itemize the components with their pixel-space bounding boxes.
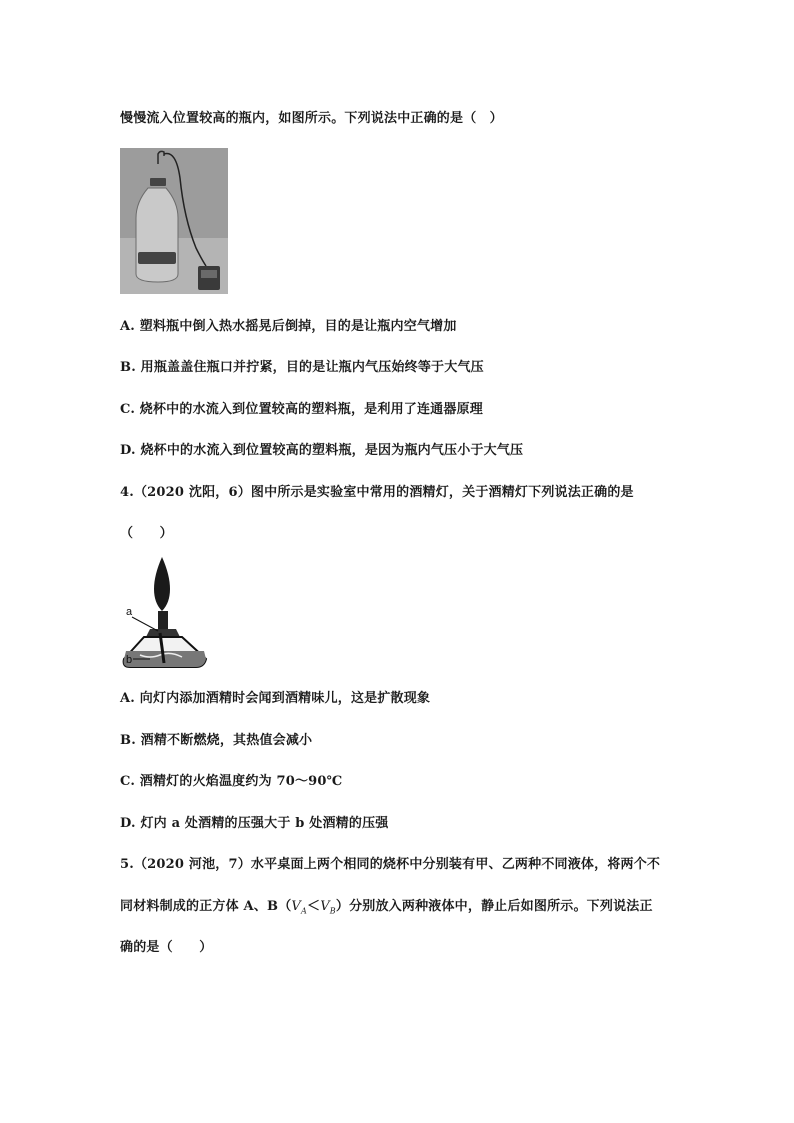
q4-option-d: D. 灯内 a 处酒精的压强大于 b 处酒精的压强 (120, 816, 389, 831)
q5-stem-line-2-part-a: 同材料制成的正方体 A、B（ (120, 899, 292, 914)
volume-a-symbol: $V_A$ (291, 899, 307, 916)
q5-stem-line-2 (120, 898, 653, 921)
q5-stem-line-1: 5.（2020 河池，7）水平桌面上两个相同的烧杯中分别装有甲、乙两种不同液体，将两个不 (120, 857, 661, 872)
figure-label-a: a (126, 606, 133, 618)
question-3-stem-tail: 慢慢流入位置较高的瓶内，如图所示。下列说法中正确的是（ ） (120, 111, 503, 126)
less-than-sign: ＜ (306, 899, 321, 914)
q5-stem-line-2-part-b: ）分别放入两种液体中，静止后如图所示。下列说法正 (335, 899, 653, 914)
q3-option-c: C. 烧杯中的水流入到位置较高的塑料瓶，是利用了连通器原理 (120, 402, 483, 417)
q3-option-d: D. 烧杯中的水流入到位置较高的塑料瓶，是因为瓶内气压小于大气压 (120, 443, 524, 458)
q4-option-b: B. 酒精不断燃烧，其热值会减小 (120, 733, 313, 748)
q3-option-a: A. 塑料瓶中倒入热水摇晃后倒掉，目的是让瓶内空气增加 (120, 319, 457, 334)
bottle-siphon-photo (120, 148, 228, 294)
figure-label-b: b (126, 654, 133, 666)
volume-b-symbol: $V_B$ (320, 899, 336, 916)
q4-option-c: C. 酒精灯的火焰温度约为 70～90℃ (120, 774, 343, 789)
q4-option-a: A. 向灯内添加酒精时会闻到酒精味儿，这是扩散现象 (120, 691, 431, 706)
q4-stem-line-1: 4.（2020 沈阳，6）图中所示是实验室中常用的酒精灯，关于酒精灯下列说法正确的是 (120, 485, 634, 500)
q5-stem-line-3: 确的是（ ） (120, 940, 213, 955)
q3-option-b: B. 用瓶盖盖住瓶口并拧紧，目的是让瓶内气压始终等于大气压 (120, 360, 484, 375)
alcohol-lamp-figure (120, 555, 220, 670)
q4-stem-line-2: （ ） (120, 526, 173, 541)
